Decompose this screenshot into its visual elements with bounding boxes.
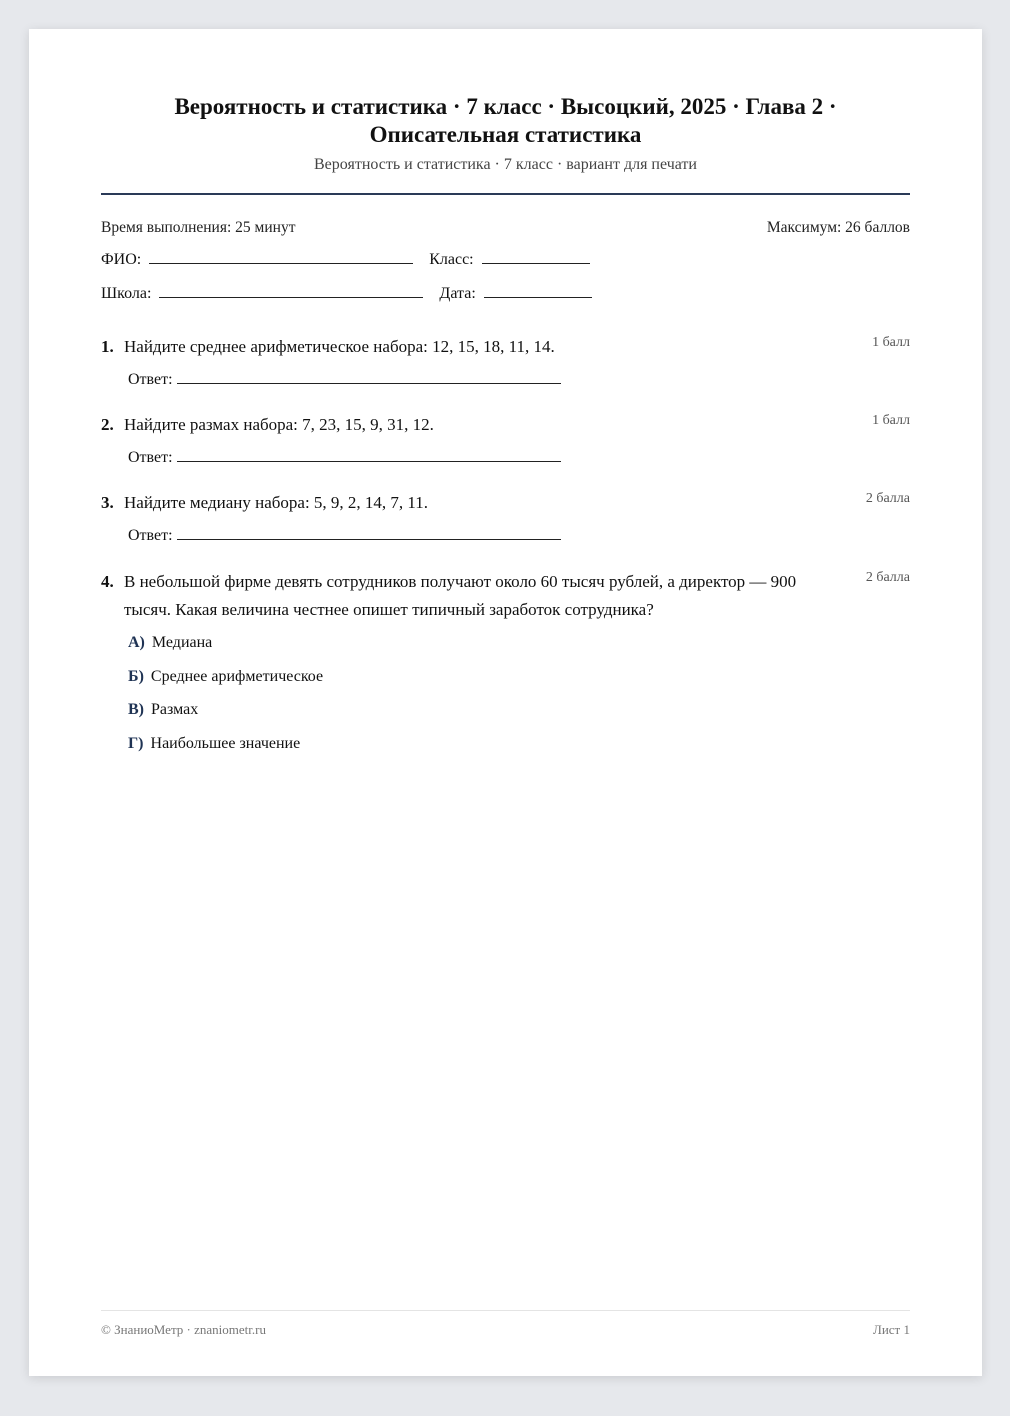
option-b[interactable] (128, 668, 323, 686)
footer-copyright: © ЗнаниоМетр · znaniometr.ru (101, 1322, 266, 1337)
page-title: Вероятность и статистика · 7 класс · Высоцкий, 2025 · Глава 2 · Описательная статистика (174, 94, 837, 147)
option-letter: Б) (128, 668, 144, 685)
date-label: Дата: (439, 285, 476, 302)
option-letter: Г) (128, 735, 144, 752)
option-a[interactable] (128, 634, 212, 652)
question-text: Найдите размах набора: 7, 23, 15, 9, 31, 12. (124, 415, 434, 434)
answer-row-3 (128, 527, 561, 545)
max-score: Максимум: 26 баллов (766, 219, 910, 236)
header-divider (101, 193, 910, 195)
answer-label: Ответ: (128, 527, 173, 544)
fio-class-row (101, 251, 590, 269)
question-points: 2 балла (865, 570, 910, 585)
question-points: 2 балла (865, 491, 910, 506)
worksheet-page (29, 29, 982, 1376)
option-text: Размах (151, 701, 199, 718)
option-letter: А) (128, 634, 145, 651)
meta-row (101, 219, 910, 237)
school-date-row (101, 285, 592, 303)
question-number: 4. (101, 572, 114, 591)
answer-input-line[interactable] (177, 460, 561, 462)
option-text: Медиана (151, 634, 213, 651)
school-label: Школа: (101, 285, 152, 302)
question-text: Найдите среднее арифметическое набора: 12, 15, 18, 11, 14. (124, 337, 555, 356)
answer-input-line[interactable] (177, 538, 561, 540)
answer-row-1 (128, 371, 561, 389)
question-text: Найдите медиану набора: 5, 9, 2, 14, 7, 11. (124, 493, 429, 512)
option-text: Наибольшее значение (150, 735, 301, 752)
option-text: Среднее арифметическое (150, 668, 324, 685)
question-number: 2. (101, 415, 114, 434)
answer-row-2 (128, 449, 561, 467)
footer-divider (101, 1310, 910, 1311)
time-limit: Время выполнения: 25 минут (101, 219, 296, 236)
page-subtitle: Вероятность и статистика · 7 класс · вариант для печати (314, 156, 697, 173)
answer-label: Ответ: (128, 449, 173, 466)
option-letter: В) (128, 701, 144, 718)
school-input-line[interactable] (159, 296, 423, 298)
question-points: 1 балл (872, 413, 910, 428)
question-number: 3. (101, 493, 114, 512)
answer-label: Ответ: (128, 371, 173, 388)
date-input-line[interactable] (484, 296, 592, 298)
class-label: Класс: (429, 251, 474, 268)
question-points: 1 балл (872, 335, 910, 350)
answer-input-line[interactable] (177, 382, 561, 384)
fio-input-line[interactable] (149, 262, 413, 264)
question-number: 1. (101, 337, 114, 356)
class-input-line[interactable] (482, 262, 590, 264)
option-d[interactable] (128, 735, 300, 753)
question-text: В небольшой фирме девять сотрудников получают около 60 тысяч рублей, а директор — 900 тысяч. Какая величина честнее опишет типичный заработок сотрудника? (124, 572, 797, 619)
option-c[interactable] (128, 701, 198, 719)
fio-label: ФИО: (101, 251, 142, 268)
footer-page-number: Лист 1 (873, 1322, 910, 1337)
